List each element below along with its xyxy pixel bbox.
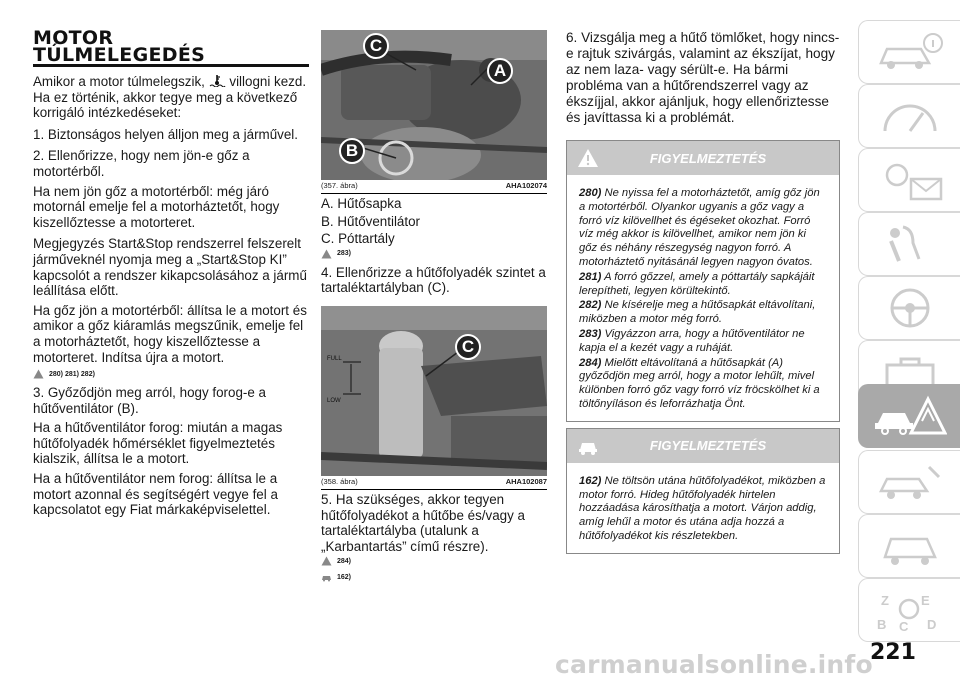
warning-item: 283) Vigyázzon arra, hogy a hűtőventilátor ne kapja el a kezét vagy a ruháját. <box>579 327 805 354</box>
callout-b: B <box>339 138 365 164</box>
warning-header-2: FIGYELMEZTETÉS <box>567 429 839 463</box>
watermark-text: carmanualsonline.info <box>555 650 873 678</box>
warning-body-1 <box>567 175 839 421</box>
svg-text:E: E <box>920 593 930 608</box>
page-number: 221 <box>870 640 916 665</box>
warning-item: 284) Mielőtt eltávolítaná a hűtősapkát (A) győződjön meg arról, hogy a motor lehűlt, mivel különben forró gőz vagy forró víz fröcskölhet ki a töltőnyíláson és leforrázhatja Önt. <box>579 356 820 410</box>
car-breakdown-warning-icon <box>873 391 947 441</box>
car-info-icon <box>873 27 947 77</box>
section-heading <box>33 27 309 67</box>
figure-357-caption: (357. ábra) AHA102074 <box>321 181 547 194</box>
caution-refs-4: 162) <box>321 572 547 582</box>
warning-item: 280) Ne nyissa fel a motorháztetőt, amíg gőz jön a motortérből. Olyankor ugyanis a gőz vagy a forró víz kilövellhet és égéseket okozhat. Forró víz még akkor is kilövellhet, amikor nem jön ki gőz és néhány részegység nagyon forró. A motorháztető nyitásánál legyen nagyon óvatos. <box>579 187 820 268</box>
column-2 <box>321 30 547 588</box>
warning-item: 162) Ne töltsön utána hűtőfolyadékot, miközben a motor forró. Hideg hűtőfolyadék hirtelen hozzáadása károsíthatja a motort. Várjon addig, amíg lehűl a motor és utána adja hozzá a hűtőfolyadékot kis részletekben. <box>579 474 826 542</box>
warning-light-envelope-icon <box>873 155 947 205</box>
steam-paragraph: Ha gőz jön a motortérből: állítsa le a motort és amikor a gőz kiáramlás megszűnik, emelje fel a motorháztetőt, hogy kiszellőztesse a motorteret. Indítsa újra a motort. <box>33 302 307 365</box>
callout-c: C <box>363 33 389 59</box>
callout-c-2: C <box>455 334 481 360</box>
legend-item-a: A. Hűtősapka <box>321 196 402 211</box>
step-6: 6. Vizsgálja meg a hűtő tömlőket, hogy nincs-e rajtuk szivárgás, valamint az ékszíjat, hogy az nem laza- vagy sérült-e. Ha bármi probléma van a hűtőrendszerrel vagy az ékszíjjal, akkor ajánljuk, hogy ellenőriztesse és javíttassa ki a problémát. <box>566 30 840 125</box>
figure-358 <box>321 306 547 476</box>
figure-358-caption: (358. ábra) AHA102087 <box>321 477 547 490</box>
callout-a: A <box>487 58 513 84</box>
step-2-detail: Ha nem jön gőz a motortérből: még járó motornál emelje fel a motorháztetőt, hogy kiszellőztesse a motorteret. <box>33 183 280 230</box>
heading-line-2: TÚLMELEGEDÉS <box>33 47 309 67</box>
airbag-seat-icon <box>873 219 947 269</box>
step-5: 5. Ha szükséges, akkor tegyen hűtőfolyadékot a hűtőbe és/vagy a tartaléktartályba (utalunk a „Karbantartás” című részre). <box>321 491 525 554</box>
warning-refs-2: 283) <box>321 249 547 259</box>
intro-paragraph: Amikor a motor túlmelegszik, villogni kezd. Ha ez történik, akkor tegye meg a következő korrigáló intézkedéseket: <box>33 74 307 121</box>
warning-header-1: FIGYELMEZTETÉS <box>567 141 839 175</box>
svg-text:C: C <box>898 619 908 634</box>
warning-item: 282) Ne kísérelje meg a hűtősapkát eltávolítani, miközben a motor még forró. <box>579 299 816 326</box>
tab-driving[interactable] <box>858 276 960 340</box>
tab-safety[interactable] <box>858 212 960 276</box>
tab-technical-data[interactable] <box>858 514 960 578</box>
warning-box-1 <box>566 140 840 422</box>
step-4: 4. Ellenőrizze a hűtőfolyadék szintet a tartaléktartályban (C). <box>321 264 546 296</box>
warning-triangle-icon <box>33 369 44 379</box>
step-3: 3. Győződjön meg arról, hogy forog-e a hűtőventilátor (B). <box>33 385 266 416</box>
tab-car-info[interactable] <box>858 20 960 84</box>
car-caution-icon <box>577 436 599 456</box>
speedometer-icon <box>873 91 947 141</box>
full-label: FULL <box>327 355 342 362</box>
tab-multimedia[interactable] <box>858 578 960 642</box>
steering-wheel-icon <box>873 283 947 333</box>
start-stop-note: Megjegyzés Start&Stop rendszerrel felszerelt járműveknél nyomja meg a „Start&Stop KI” kapcsolót a rendszer kikapcsolásához a jármű leállítása előtt. <box>33 236 307 299</box>
step-2: 2. Ellenőrizze, hogy nem jön-e gőz a motortérből. <box>33 148 250 179</box>
warning-refs-1: 280) 281) 282) <box>33 369 309 379</box>
car-caution-icon <box>321 572 332 582</box>
legend-item-c: C. Póttartály <box>321 231 395 247</box>
car-outline-icon <box>873 521 947 571</box>
column-1 <box>33 27 309 522</box>
alphabet-index-icon <box>873 585 947 635</box>
warning-box-2 <box>566 428 840 554</box>
coolant-temperature-icon <box>209 74 226 87</box>
warning-triangle-icon <box>577 148 599 168</box>
tab-dashboard[interactable] <box>858 84 960 148</box>
svg-text:B: B <box>876 617 886 632</box>
low-label: LOW <box>327 397 341 404</box>
coolant-reservoir-photo <box>321 306 547 476</box>
step-1: 1. Biztonságos helyen álljon meg a járművel. <box>33 126 298 142</box>
heading-line-1: MOTOR <box>33 27 114 49</box>
legend-item-b: B. Hűtőventilátor <box>321 213 420 229</box>
fan-off-paragraph: Ha a hűtőventilátor nem forog: állítsa le a motort azonnal és segítségért vegye fel a kapcsolatot egy Fiat márkaképviselettel. <box>33 471 278 518</box>
warning-triangle-icon <box>321 249 332 259</box>
svg-text:D: D <box>926 617 936 632</box>
tab-emergency[interactable] <box>858 384 960 448</box>
warning-refs-3: 284) <box>321 556 547 566</box>
tab-warning-lights[interactable] <box>858 148 960 212</box>
fan-on-paragraph: Ha a hűtőventilátor forog: miután a magas hűtőfolyadék hőmérséklet figyelmeztetés kialszik, állítsa le a motort. <box>33 420 283 467</box>
svg-text:Z: Z <box>880 593 889 608</box>
tab-maintenance[interactable] <box>858 450 960 514</box>
warning-body-2 <box>567 463 839 553</box>
car-service-icon <box>873 457 947 507</box>
figure-357 <box>321 30 547 180</box>
column-3 <box>566 30 840 554</box>
warning-triangle-icon <box>321 556 332 566</box>
warning-item: 281) A forró gőzzel, amely a póttartály sapkájáit lerepítheti, legyen körültekintő. <box>579 270 815 297</box>
